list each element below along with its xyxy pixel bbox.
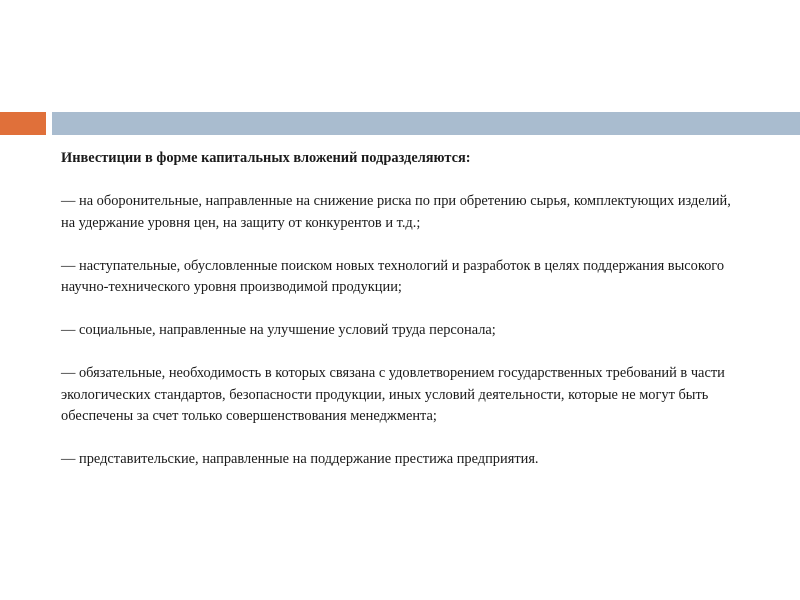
list-item-representative: — представительские, направленные на поддержание престижа предприятия. bbox=[61, 451, 539, 467]
accent-bar-left bbox=[0, 112, 46, 135]
slide-body bbox=[61, 148, 741, 471]
slide-heading: Инвестиции в форме капитальных вложений подразделяются: bbox=[61, 150, 471, 166]
list-item-offensive: — наступательные, обусловленные поиском новых технологий и разработок в целях поддержания высокого научно-технического уровня производимой продукции; bbox=[61, 257, 725, 295]
list-item-defensive: — на оборонительные, направленные на снижение риска по при обретению сырья, комплектующих изделий, на удержание уровня цен, на защиту от конкурентов и т.д.; bbox=[61, 193, 731, 231]
list-item-mandatory: — обязательные, необходимость в которых связана с удовлетворением государственных требований в части экологических стандартов, безопасности продукции, иных условий деятельности, которые не могут быть обеспечены за счет только совершенствования менеджмента; bbox=[61, 365, 725, 424]
list-item-social: — социальные, направленные на улучшение условий труда персонала; bbox=[61, 322, 496, 338]
accent-bar-right bbox=[52, 112, 800, 135]
